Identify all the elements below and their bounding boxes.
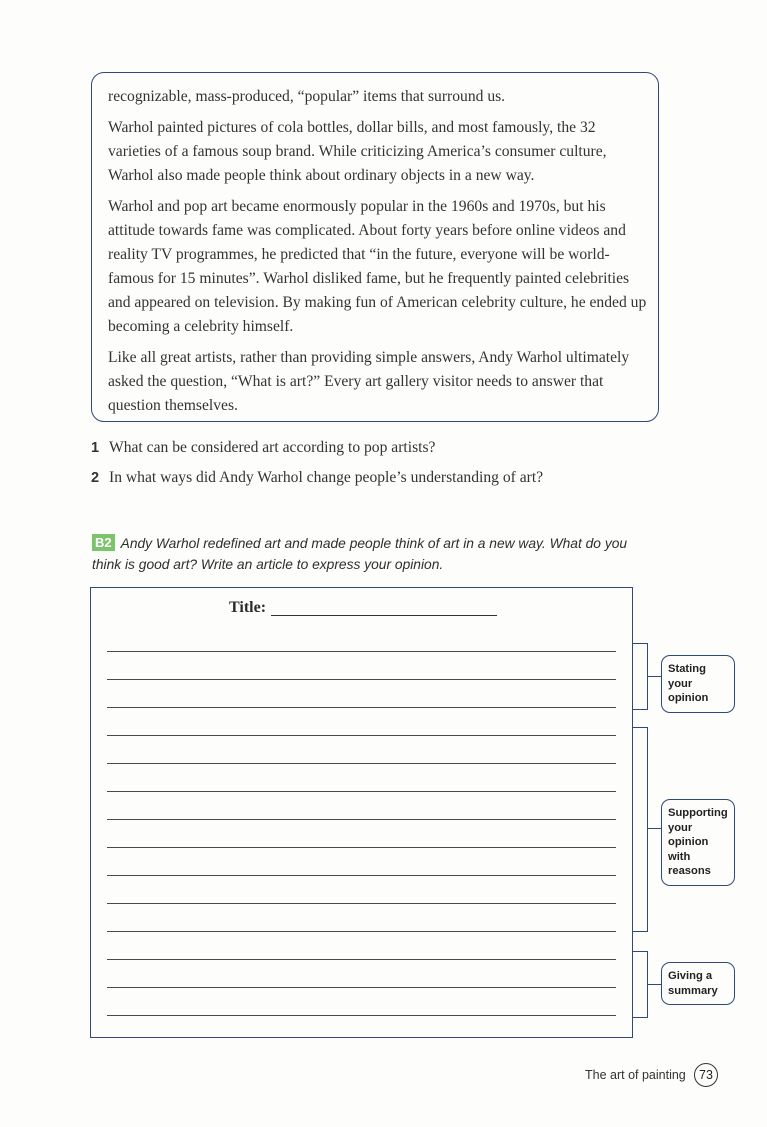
- writing-area[interactable]: [90, 587, 633, 1038]
- paragraph-1: recognizable, mass-produced, “popular” items that surround us.: [108, 88, 506, 105]
- writing-line[interactable]: [107, 707, 616, 708]
- summary-connector: [648, 984, 662, 985]
- writing-line[interactable]: [107, 875, 616, 876]
- opinion-bracket: [633, 643, 648, 710]
- question-text: What can be considered art according to pop artists?: [109, 439, 436, 456]
- paragraph-2: Warhol painted pictures of cola bottles, dollar bills, and most famously, the 32 varieties of a famous soup brand. While criticizing America’s consumer culture, Warhol also made people think about ordinary objects in a new way.: [108, 119, 607, 184]
- paragraph-4: Like all great artists, rather than providing simple answers, Andy Warhol ultimately asked the question, “What is art?” Every art gallery visitor needs to answer that question themselves.: [108, 349, 630, 414]
- level-badge: B2: [92, 534, 115, 551]
- comprehension-questions: [91, 437, 691, 497]
- title-label: Title:: [229, 599, 267, 616]
- writing-line[interactable]: [107, 763, 616, 764]
- writing-line[interactable]: [107, 959, 616, 960]
- question-number: 2: [91, 470, 100, 486]
- writing-line[interactable]: [107, 651, 616, 652]
- writing-line[interactable]: [107, 819, 616, 820]
- reading-passage: [91, 72, 659, 422]
- writing-line[interactable]: [107, 679, 616, 680]
- label-supporting-reasons: Supporting your opinion with reasons: [661, 799, 735, 886]
- reasons-bracket: [633, 727, 648, 932]
- question-2: [91, 467, 691, 489]
- question-number: 1: [91, 440, 100, 456]
- writing-line[interactable]: [107, 847, 616, 848]
- section-title: The art of painting: [585, 1068, 686, 1082]
- reasons-connector: [648, 828, 662, 829]
- writing-line[interactable]: [107, 791, 616, 792]
- label-giving-summary: Giving a summary: [661, 962, 735, 1005]
- label-stating-opinion: Stating your opinion: [661, 655, 735, 713]
- question-text: In what ways did Andy Warhol change people’s understanding of art?: [109, 469, 544, 486]
- page-number: 73: [694, 1063, 718, 1087]
- writing-line[interactable]: [107, 987, 616, 988]
- paragraph-3: Warhol and pop art became enormously popular in the 1960s and 1970s, but his attitude towards fame was complicated. About forty years before online videos and reality TV programmes, he predicted that “in the future, everyone will be world-famous for 15 minutes”. Warhol disliked fame, but he frequently painted celebrities and appeared on television. By making fun of American celebrity culture, he ended up becoming a celebrity himself.: [108, 198, 647, 335]
- writing-line[interactable]: [107, 1015, 616, 1016]
- writing-line[interactable]: [107, 931, 616, 932]
- question-1: [91, 437, 691, 459]
- opinion-connector: [648, 676, 662, 677]
- task-instruction: Andy Warhol redefined art and made people think of art in a new way. What do you think is good art? Write an article to express your opinion.: [92, 536, 628, 572]
- writing-line[interactable]: [107, 903, 616, 904]
- writing-task: [92, 533, 652, 575]
- writing-line[interactable]: [107, 735, 616, 736]
- title-line[interactable]: [271, 615, 497, 616]
- summary-bracket: [633, 951, 648, 1018]
